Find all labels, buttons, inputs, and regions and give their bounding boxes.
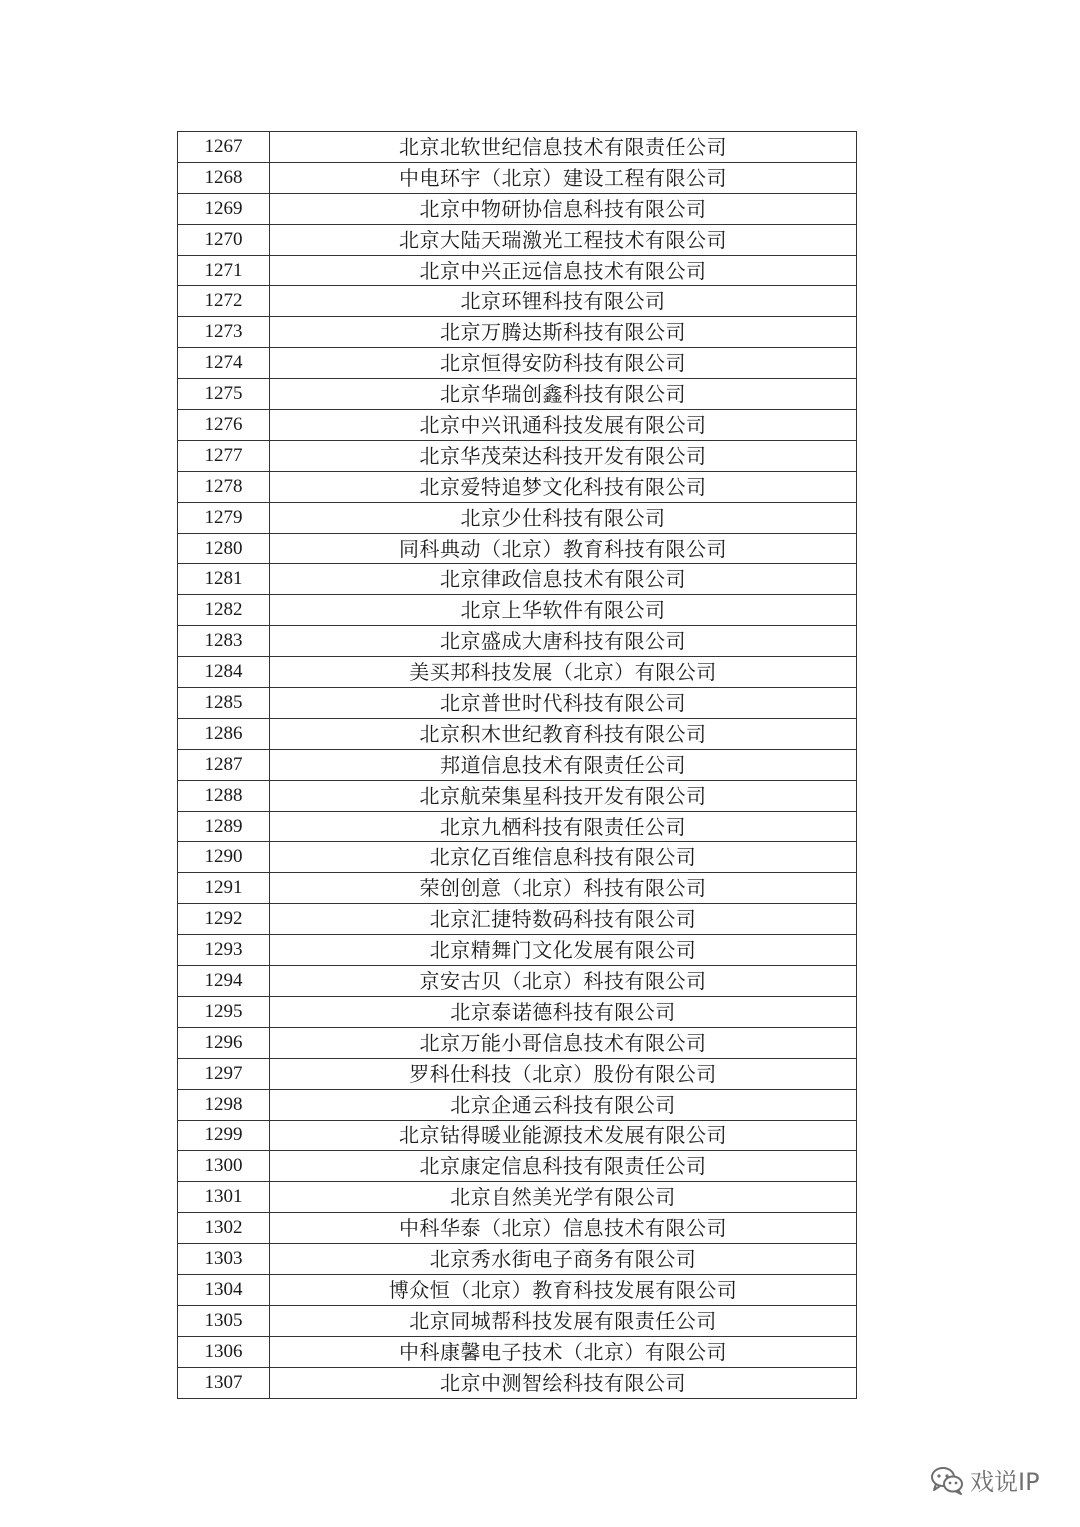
row-number: 1292 <box>178 904 270 935</box>
table-row <box>178 502 857 533</box>
table-row <box>178 935 857 966</box>
row-number: 1306 <box>178 1336 270 1367</box>
table-row <box>178 1367 857 1398</box>
company-name: 中科华泰（北京）信息技术有限公司 <box>270 1213 857 1244</box>
table-row <box>178 626 857 657</box>
row-number: 1294 <box>178 966 270 997</box>
row-number: 1274 <box>178 348 270 379</box>
company-name: 北京秀水街电子商务有限公司 <box>270 1244 857 1275</box>
table-row <box>178 1213 857 1244</box>
row-number: 1272 <box>178 286 270 317</box>
row-number: 1268 <box>178 162 270 193</box>
company-name: 北京企通云科技有限公司 <box>270 1089 857 1120</box>
company-name: 京安古贝（北京）科技有限公司 <box>270 966 857 997</box>
row-number: 1269 <box>178 193 270 224</box>
wechat-icon <box>930 1465 964 1495</box>
company-name: 北京大陆天瑞激光工程技术有限公司 <box>270 224 857 255</box>
company-name: 北京钴得暖业能源技术发展有限公司 <box>270 1120 857 1151</box>
row-number: 1289 <box>178 811 270 842</box>
table-row <box>178 595 857 626</box>
company-name: 北京九栖科技有限责任公司 <box>270 811 857 842</box>
row-number: 1275 <box>178 379 270 410</box>
row-number: 1297 <box>178 1058 270 1089</box>
company-name: 北京汇捷特数码科技有限公司 <box>270 904 857 935</box>
row-number: 1273 <box>178 317 270 348</box>
table-row <box>178 193 857 224</box>
row-number: 1302 <box>178 1213 270 1244</box>
row-number: 1301 <box>178 1182 270 1213</box>
row-number: 1291 <box>178 873 270 904</box>
row-number: 1270 <box>178 224 270 255</box>
company-name: 北京华茂荣达科技开发有限公司 <box>270 440 857 471</box>
table-row <box>178 440 857 471</box>
company-name: 北京律政信息技术有限公司 <box>270 564 857 595</box>
company-list-body <box>178 132 857 1399</box>
row-number: 1299 <box>178 1120 270 1151</box>
table-row <box>178 657 857 688</box>
table-row <box>178 1182 857 1213</box>
company-name: 北京泰诺德科技有限公司 <box>270 996 857 1027</box>
table-row <box>178 749 857 780</box>
table-row <box>178 1058 857 1089</box>
row-number: 1280 <box>178 533 270 564</box>
table-row <box>178 1336 857 1367</box>
company-name: 北京康定信息科技有限责任公司 <box>270 1151 857 1182</box>
company-name: 北京环锂科技有限公司 <box>270 286 857 317</box>
table-row <box>178 132 857 163</box>
company-name: 北京爱特追梦文化科技有限公司 <box>270 471 857 502</box>
table-row <box>178 1120 857 1151</box>
watermark <box>930 1462 1040 1497</box>
company-name: 北京中测智绘科技有限公司 <box>270 1367 857 1398</box>
row-number: 1276 <box>178 410 270 441</box>
table-row <box>178 873 857 904</box>
row-number: 1277 <box>178 440 270 471</box>
table-row <box>178 904 857 935</box>
company-name: 北京积木世纪教育科技有限公司 <box>270 718 857 749</box>
table-row <box>178 286 857 317</box>
table-row <box>178 1274 857 1305</box>
table-row <box>178 533 857 564</box>
row-number: 1267 <box>178 132 270 163</box>
table-row <box>178 224 857 255</box>
row-number: 1284 <box>178 657 270 688</box>
row-number: 1307 <box>178 1367 270 1398</box>
row-number: 1300 <box>178 1151 270 1182</box>
table-row <box>178 471 857 502</box>
row-number: 1295 <box>178 996 270 1027</box>
table-row <box>178 317 857 348</box>
row-number: 1278 <box>178 471 270 502</box>
row-number: 1298 <box>178 1089 270 1120</box>
company-name: 北京中兴正远信息技术有限公司 <box>270 255 857 286</box>
row-number: 1290 <box>178 842 270 873</box>
table-row <box>178 564 857 595</box>
company-name: 北京上华软件有限公司 <box>270 595 857 626</box>
company-name: 北京盛成大唐科技有限公司 <box>270 626 857 657</box>
table-row <box>178 780 857 811</box>
company-name: 博众恒（北京）教育科技发展有限公司 <box>270 1274 857 1305</box>
company-name: 邦道信息技术有限责任公司 <box>270 749 857 780</box>
row-number: 1303 <box>178 1244 270 1275</box>
company-name: 中电环宇（北京）建设工程有限公司 <box>270 162 857 193</box>
row-number: 1285 <box>178 688 270 719</box>
company-name: 中科康馨电子技术（北京）有限公司 <box>270 1336 857 1367</box>
watermark-text: 戏说IP <box>970 1468 1040 1496</box>
row-number: 1296 <box>178 1027 270 1058</box>
company-name: 北京中物研协信息科技有限公司 <box>270 193 857 224</box>
company-name: 北京精舞门文化发展有限公司 <box>270 935 857 966</box>
table-row <box>178 811 857 842</box>
company-name: 荣创创意（北京）科技有限公司 <box>270 873 857 904</box>
company-name: 北京万能小哥信息技术有限公司 <box>270 1027 857 1058</box>
table-row <box>178 1089 857 1120</box>
row-number: 1287 <box>178 749 270 780</box>
row-number: 1304 <box>178 1274 270 1305</box>
company-name: 北京少仕科技有限公司 <box>270 502 857 533</box>
row-number: 1293 <box>178 935 270 966</box>
row-number: 1279 <box>178 502 270 533</box>
table-row <box>178 996 857 1027</box>
company-name: 北京恒得安防科技有限公司 <box>270 348 857 379</box>
table-row <box>178 348 857 379</box>
row-number: 1305 <box>178 1305 270 1336</box>
company-name: 北京同城帮科技发展有限责任公司 <box>270 1305 857 1336</box>
table-row <box>178 966 857 997</box>
company-name: 北京中兴讯通科技发展有限公司 <box>270 410 857 441</box>
table-row <box>178 1151 857 1182</box>
company-name: 北京万腾达斯科技有限公司 <box>270 317 857 348</box>
row-number: 1281 <box>178 564 270 595</box>
table-row <box>178 379 857 410</box>
row-number: 1282 <box>178 595 270 626</box>
table-row <box>178 255 857 286</box>
row-number: 1286 <box>178 718 270 749</box>
table-row <box>178 842 857 873</box>
company-name: 北京航荣集星科技开发有限公司 <box>270 780 857 811</box>
table-row <box>178 410 857 441</box>
table-row <box>178 162 857 193</box>
row-number: 1288 <box>178 780 270 811</box>
table-row <box>178 1244 857 1275</box>
table-row <box>178 688 857 719</box>
row-number: 1271 <box>178 255 270 286</box>
company-name: 北京北软世纪信息技术有限责任公司 <box>270 132 857 163</box>
company-name: 北京普世时代科技有限公司 <box>270 688 857 719</box>
company-name: 同科典动（北京）教育科技有限公司 <box>270 533 857 564</box>
company-name: 北京华瑞创鑫科技有限公司 <box>270 379 857 410</box>
company-name: 北京亿百维信息科技有限公司 <box>270 842 857 873</box>
table-row <box>178 1305 857 1336</box>
company-name: 美买邦科技发展（北京）有限公司 <box>270 657 857 688</box>
table-row <box>178 1027 857 1058</box>
table-row <box>178 718 857 749</box>
row-number: 1283 <box>178 626 270 657</box>
company-name: 北京自然美光学有限公司 <box>270 1182 857 1213</box>
company-list-table <box>177 131 857 1399</box>
company-name: 罗科仕科技（北京）股份有限公司 <box>270 1058 857 1089</box>
